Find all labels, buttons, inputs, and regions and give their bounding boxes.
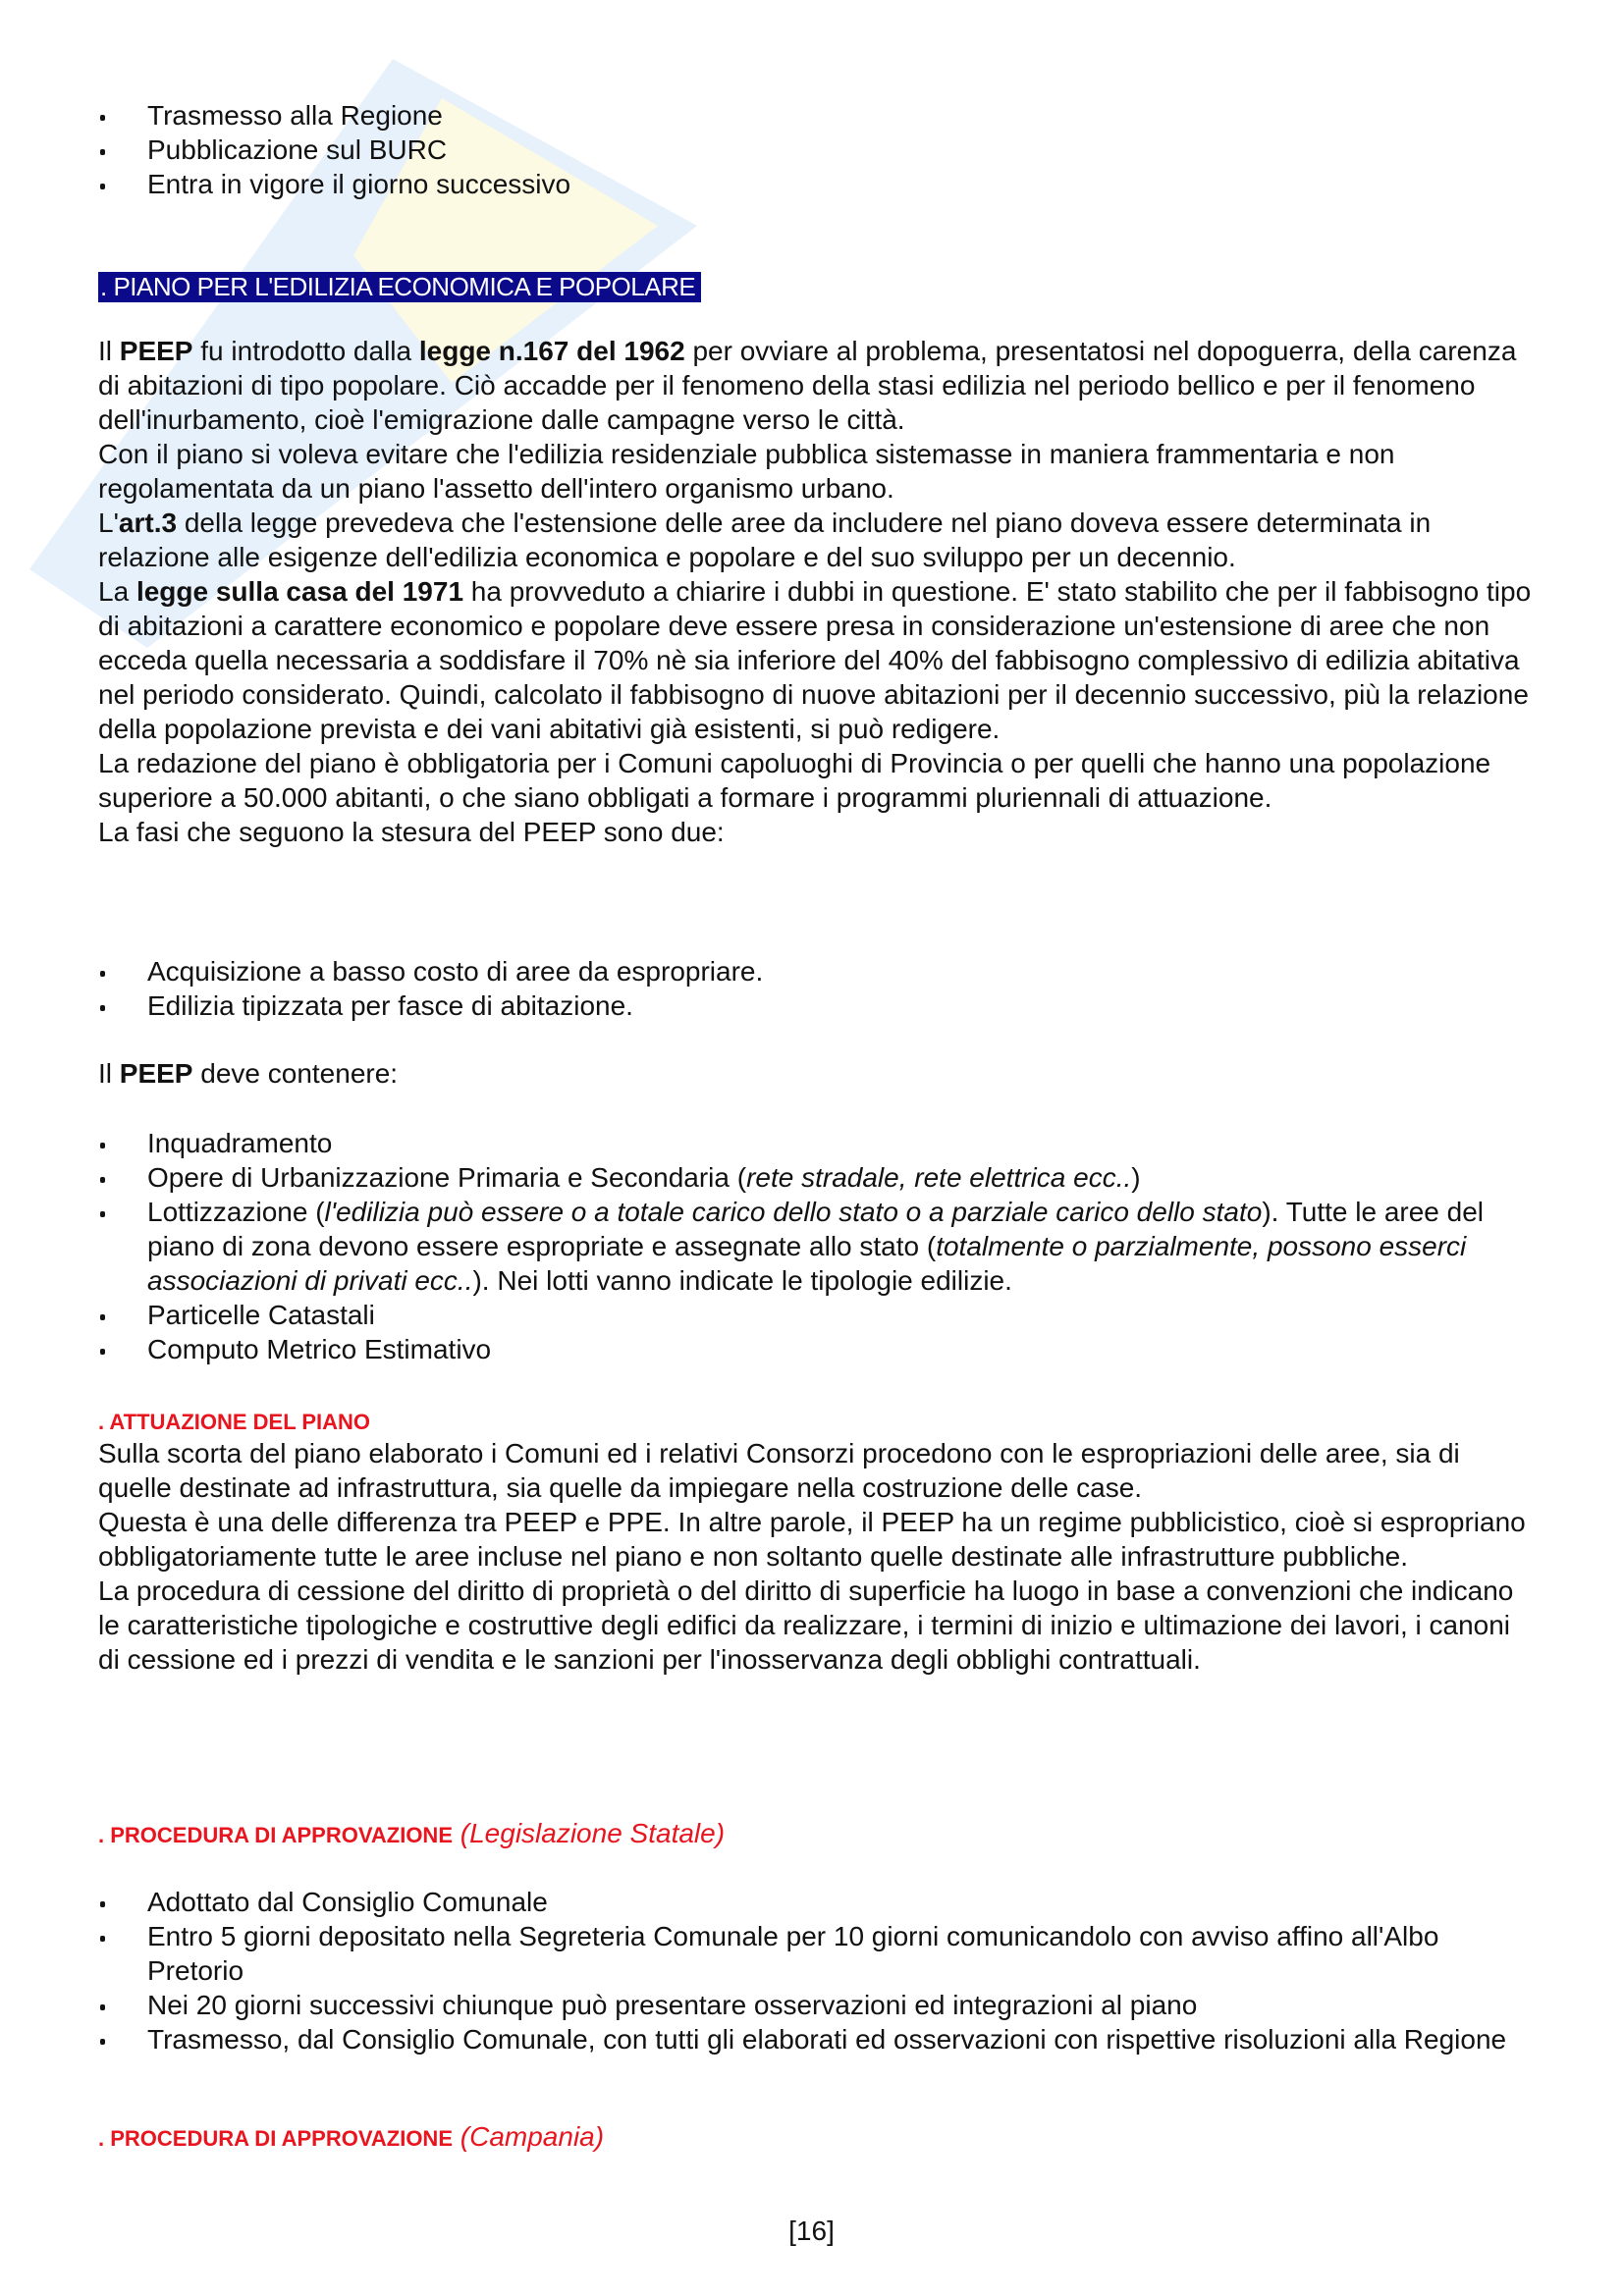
text-run: PEEP <box>119 1058 193 1089</box>
list-item <box>98 1919 1532 1988</box>
list-item <box>98 1885 1532 1919</box>
paragraph <box>98 1574 1532 1677</box>
contents-intro <box>98 1056 1532 1091</box>
paragraph <box>98 506 1532 574</box>
text-run: Particelle Catastali <box>147 1300 375 1330</box>
intro-text <box>98 334 1532 849</box>
text-run: Inquadramento <box>147 1128 333 1158</box>
text-run: deve contenere: <box>192 1058 399 1089</box>
heading-text: . PROCEDURA DI APPROVAZIONE <box>98 1823 453 1847</box>
text-run: Con il piano si voleva evitare che l'edilizia residenziale pubblica sistemasse in maniera frammentaria e non regolamentata da un piano l'assetto dell'intero organismo urbano. <box>98 439 1395 504</box>
top-bullet-list <box>98 98 1532 201</box>
paragraph <box>98 334 1532 437</box>
heading-text: . PROCEDURA DI APPROVAZIONE <box>98 2126 453 2151</box>
text-run: ha provveduto a chiarire i dubbi in questione. E' stato stabilito che per il fabbisogno tipo di abitazioni a carattere economico e popolare deve essere presa in considerazione un'estensione di aree che non ecceda quella necessaria a soddisfare il 70% nè sia inferiore del 40% del fabbisogno complessivo di edilizia abitativa nel periodo considerato. Quindi, calcolato il fabbisogno di nuove abitazioni per il decennio successivo, più la relazione della popolazione prevista e dei vani abitativi già esistenti, si può redigere. <box>98 576 1532 744</box>
text-run: Adottato dal Consiglio Comunale <box>147 1887 548 1917</box>
procedura-statale-list <box>98 1885 1532 2056</box>
text-run: Entro 5 giorni depositato nella Segreteria Comunale per 10 giorni comunicandolo con avviso affino all'Albo Pretorio <box>147 1921 1439 1986</box>
phases-list <box>98 954 1532 1023</box>
list-item <box>98 1195 1532 1298</box>
text-run: Computo Metrico Estimativo <box>147 1334 492 1364</box>
text-run: l'edilizia può essere o a totale carico dello stato o a parziale carico dello stato <box>324 1197 1263 1227</box>
text-run: fu introdotto dalla <box>192 336 419 366</box>
paragraph <box>98 1505 1532 1574</box>
text-run: ). Nei lotti vanno indicate le tipologie edilizie. <box>472 1265 1012 1296</box>
text-run: Lottizzazione ( <box>147 1197 325 1227</box>
paragraph <box>98 746 1532 815</box>
procedura-statale-heading <box>98 1816 725 1852</box>
paragraph <box>98 1436 1532 1505</box>
text-run: Il <box>98 1058 120 1089</box>
text-run: Questa è una delle differenza tra PEEP e PPE. In altre parole, il PEEP ha un regime pubblicistico, cioè si espropriano obbligatoriamente tutte le aree incluse nel piano e non soltanto quelle destinate alle infrastrutture pubbliche. <box>98 1507 1526 1572</box>
text-run: totalmente o parzialmente, possono esserci associazioni di privati ecc.. <box>147 1231 1467 1296</box>
list-item <box>98 1160 1532 1195</box>
text-run: ) <box>1131 1162 1141 1193</box>
text-run: Nei 20 giorni successivi chiunque può presentare osservazioni ed integrazioni al piano <box>147 1990 1198 2020</box>
text-run: La redazione del piano è obbligatoria per i Comuni capoluoghi di Provincia o per quelli che hanno una popolazione superiore a 50.000 abitanti, o che siano obbligati a formare i programmi pluriennali di attuazione. <box>98 748 1491 813</box>
page-number: [16] <box>788 2216 835 2246</box>
paragraph <box>98 574 1532 746</box>
attuazione-heading <box>98 1403 370 1439</box>
text-run: legge n.167 del 1962 <box>418 336 685 366</box>
contents-list <box>98 1126 1532 1366</box>
text-run: della legge prevedeva che l'estensione delle aree da includere nel piano doveva essere determinata in relazione alle esigenze dell'edilizia economica e popolare e del suo sviluppo per un decennio. <box>98 507 1432 572</box>
list-item <box>98 1126 1532 1160</box>
text-run: Acquisizione a basso costo di aree da espropriare. <box>147 956 764 987</box>
text-run: La <box>98 576 136 607</box>
text-run: legge sulla casa del 1971 <box>135 576 464 607</box>
section-heading-peep: . PIANO PER L'EDILIZIA ECONOMICA E POPOLARE <box>98 272 701 302</box>
list-item <box>98 988 1532 1023</box>
text-run: Trasmesso, dal Consiglio Comunale, con tutti gli elaborati ed osservazioni con rispettive risoluzioni alla Regione <box>147 2024 1507 2055</box>
text-run: Opere di Urbanizzazione Primaria e Secondaria ( <box>147 1162 747 1193</box>
list-item <box>98 1298 1532 1332</box>
heading-paren: (Campania) <box>460 2121 605 2152</box>
text-run: Edilizia tipizzata per fasce di abitazione. <box>147 990 633 1021</box>
list-item <box>98 1332 1532 1366</box>
heading-text: . ATTUAZIONE DEL PIANO <box>98 1410 371 1434</box>
text-run: per ovviare al problema, presentatosi nel dopoguerra, della carenza di abitazioni di tipo popolare. Ciò accadde per il fenomeno della stasi edilizia nel periodo bellico e per il fenomeno dell'inurbamento, cioè l'emigrazione dalle campagne verso le città. <box>98 336 1517 435</box>
list-item: Trasmesso alla Regione <box>98 98 1532 133</box>
text-run: Sulla scorta del piano elaborato i Comuni ed i relativi Consorzi procedono con le espropriazioni delle aree, sia di quelle destinate ad infrastruttura, sia quelle da impiegare nella costruzione delle case. <box>98 1438 1460 1503</box>
paragraph <box>98 815 1532 849</box>
procedura-campania-heading <box>98 2119 604 2156</box>
list-item <box>98 954 1532 988</box>
text-run: La procedura di cessione del diritto di proprietà o del diritto di superficie ha luogo in base a convenzioni che indicano le caratteristiche tipologiche e costruttive degli edifici da realizzare, i termini di inizio e ultimazione dei lavori, i canoni di cessione ed i prezzi di vendita e le sanzioni per l'inosservanza degli obblighi contrattuali. <box>98 1575 1514 1675</box>
list-item: Entra in vigore il giorno successivo <box>98 167 1532 201</box>
text-run: PEEP <box>119 336 193 366</box>
list-item <box>98 1988 1532 2022</box>
list-item: Pubblicazione sul BURC <box>98 133 1532 167</box>
attuazione-text <box>98 1436 1532 1677</box>
text-run: ). Tutte le aree del piano di zona devono essere espropriate e assegnate allo stato ( <box>147 1197 1485 1261</box>
text-run: Il <box>98 336 120 366</box>
list-item <box>98 2022 1532 2056</box>
text-run: L' <box>98 507 119 538</box>
paragraph <box>98 1056 1532 1091</box>
text-run: art.3 <box>118 507 178 538</box>
text-run: rete stradale, rete elettrica ecc.. <box>746 1162 1132 1193</box>
paragraph <box>98 437 1532 506</box>
heading-paren: (Legislazione Statale) <box>460 1818 726 1848</box>
text-run: La fasi che seguono la stesura del PEEP sono due: <box>98 817 725 847</box>
